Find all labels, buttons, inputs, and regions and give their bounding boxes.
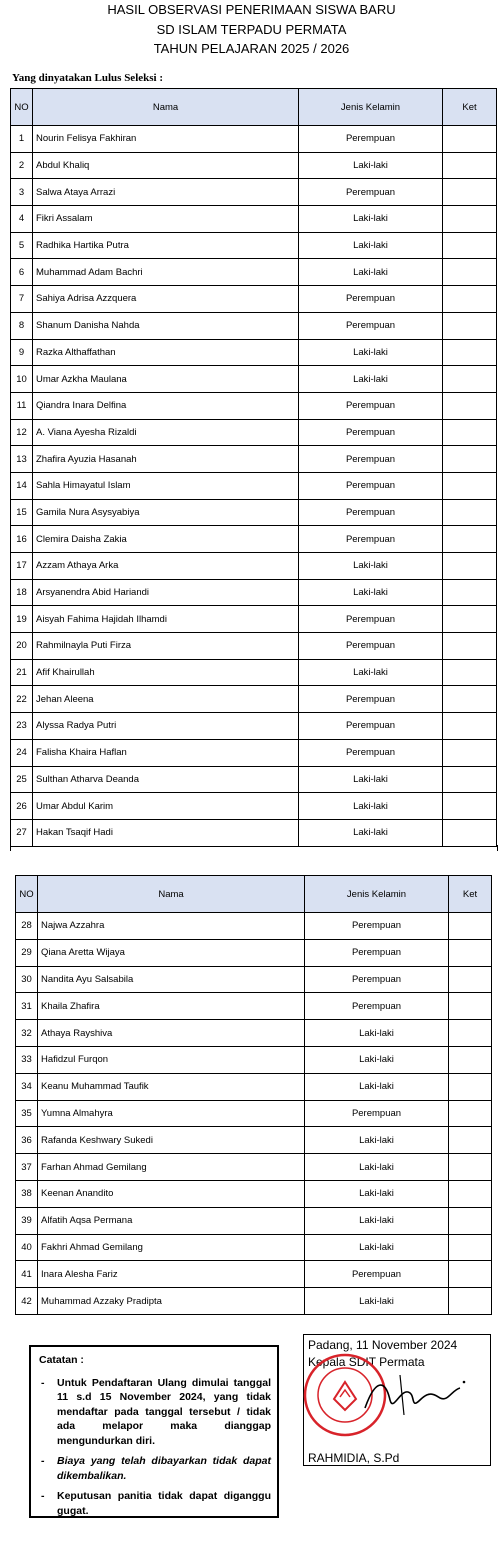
row-ket xyxy=(443,392,497,419)
row-gender: Laki-laki xyxy=(305,1127,449,1154)
row-name: Najwa Azzahra xyxy=(38,913,305,940)
row-name: Rahmilnayla Puti Firza xyxy=(33,633,299,660)
row-gender: Perempuan xyxy=(299,606,443,633)
row-gender: Laki-laki xyxy=(305,1046,449,1073)
row-ket xyxy=(449,1154,492,1181)
table-row xyxy=(16,966,492,993)
row-gender: Laki-laki xyxy=(299,339,443,366)
table-row xyxy=(16,1234,492,1261)
row-no: 14 xyxy=(11,472,33,499)
row-name: Athaya Rayshiva xyxy=(38,1020,305,1047)
row-name: Abdul Khaliq xyxy=(33,152,299,179)
row-no: 12 xyxy=(11,419,33,446)
table-row xyxy=(16,1073,492,1100)
row-name: Zhafira Ayuzia Hasanah xyxy=(33,446,299,473)
row-ket xyxy=(449,1020,492,1047)
row-gender: Laki-laki xyxy=(299,366,443,393)
row-gender: Laki-laki xyxy=(299,819,443,846)
row-no: 9 xyxy=(11,339,33,366)
col-header-no: NO xyxy=(11,89,33,126)
row-ket xyxy=(449,993,492,1020)
row-name: Farhan Ahmad Gemilang xyxy=(38,1154,305,1181)
student-table-2 xyxy=(15,875,492,1315)
table-row xyxy=(11,366,497,393)
signature-name: RAHMIDIA, S.Pd xyxy=(308,1451,400,1465)
row-ket xyxy=(443,633,497,660)
col-header-jenis-kelamin: Jenis Kelamin xyxy=(305,876,449,913)
table-row xyxy=(11,606,497,633)
row-no: 24 xyxy=(11,739,33,766)
row-ket xyxy=(443,553,497,580)
row-no: 35 xyxy=(16,1100,38,1127)
table-row xyxy=(11,579,497,606)
row-name: Alyssa Radya Putri xyxy=(33,713,299,740)
row-no: 40 xyxy=(16,1234,38,1261)
table-row xyxy=(11,633,497,660)
row-ket xyxy=(449,939,492,966)
row-ket xyxy=(443,446,497,473)
row-gender: Perempuan xyxy=(299,499,443,526)
row-name: Salwa Ataya Arrazi xyxy=(33,179,299,206)
table-row xyxy=(16,1180,492,1207)
row-no: 41 xyxy=(16,1261,38,1288)
row-no: 4 xyxy=(11,206,33,233)
row-name: Aisyah Fahima Hajidah Ilhamdi xyxy=(33,606,299,633)
row-gender: Perempuan xyxy=(299,312,443,339)
row-name: Keanu Muhammad Taufik xyxy=(38,1073,305,1100)
row-no: 5 xyxy=(11,232,33,259)
table-row xyxy=(11,152,497,179)
row-no: 1 xyxy=(11,126,33,153)
row-name: Fakhri Ahmad Gemilang xyxy=(38,1234,305,1261)
notes-box xyxy=(29,1345,279,1518)
row-ket xyxy=(443,206,497,233)
row-no: 10 xyxy=(11,366,33,393)
table-row xyxy=(11,259,497,286)
row-gender: Perempuan xyxy=(305,1261,449,1288)
table-row xyxy=(11,526,497,553)
table-row xyxy=(11,446,497,473)
row-ket xyxy=(443,312,497,339)
row-gender: Laki-laki xyxy=(299,659,443,686)
row-no: 15 xyxy=(11,499,33,526)
row-name: Jehan Aleena xyxy=(33,686,299,713)
row-gender: Perempuan xyxy=(299,472,443,499)
row-ket xyxy=(443,366,497,393)
row-no: 11 xyxy=(11,392,33,419)
row-ket xyxy=(449,1234,492,1261)
table-row xyxy=(11,206,497,233)
row-gender: Laki-laki xyxy=(305,1180,449,1207)
row-no: 39 xyxy=(16,1207,38,1234)
row-ket xyxy=(443,819,497,846)
table-row xyxy=(16,993,492,1020)
row-name: Rafanda Keshwary Sukedi xyxy=(38,1127,305,1154)
row-no: 22 xyxy=(11,686,33,713)
row-ket xyxy=(443,419,497,446)
row-gender: Laki-laki xyxy=(305,1288,449,1315)
row-name: Muhammad Azzaky Pradipta xyxy=(38,1288,305,1315)
note-item: - Untuk Pendaftaran Ulang dimulai tanggal 11 s.d 15 November 2024, yang tidak mendaftar pada tanggal tersebut / tidak ada melapor maka dianggap mengundurkan diri. xyxy=(39,1376,271,1449)
row-gender: Laki-laki xyxy=(305,1073,449,1100)
row-name: Sahla Himayatul Islam xyxy=(33,472,299,499)
row-name: Khaila Zhafira xyxy=(38,993,305,1020)
note-item: - Keputusan panitia tidak dapat diganggu gugat. xyxy=(39,1489,271,1518)
col-header-no: NO xyxy=(16,876,38,913)
table-row xyxy=(11,232,497,259)
table-row xyxy=(11,766,497,793)
row-name: Azzam Athaya Arka xyxy=(33,553,299,580)
table-row xyxy=(11,499,497,526)
row-gender: Perempuan xyxy=(305,966,449,993)
table-row xyxy=(16,1046,492,1073)
row-gender: Perempuan xyxy=(299,179,443,206)
row-name: Qiana Aretta Wijaya xyxy=(38,939,305,966)
row-no: 38 xyxy=(16,1180,38,1207)
notes-title: Catatan : xyxy=(39,1354,84,1366)
row-name: Shanum Danisha Nahda xyxy=(33,312,299,339)
row-name: Hafidzul Furqon xyxy=(38,1046,305,1073)
row-ket xyxy=(443,793,497,820)
table-row xyxy=(11,339,497,366)
row-ket xyxy=(443,126,497,153)
row-no: 7 xyxy=(11,286,33,313)
row-gender: Perempuan xyxy=(299,713,443,740)
row-ket xyxy=(449,913,492,940)
row-name: Alfatih Aqsa Permana xyxy=(38,1207,305,1234)
table-row xyxy=(16,939,492,966)
row-name: Hakan Tsaqif Hadi xyxy=(33,819,299,846)
row-ket xyxy=(449,1288,492,1315)
table-row xyxy=(11,392,497,419)
row-no: 25 xyxy=(11,766,33,793)
row-ket xyxy=(449,1127,492,1154)
row-name: Sulthan Atharva Deanda xyxy=(33,766,299,793)
table-row xyxy=(11,553,497,580)
row-name: Inara Alesha Fariz xyxy=(38,1261,305,1288)
row-name: Qiandra Inara Delfina xyxy=(33,392,299,419)
table-row xyxy=(16,1100,492,1127)
row-gender: Laki-laki xyxy=(299,553,443,580)
row-gender: Perempuan xyxy=(299,126,443,153)
row-name: Yumna Almahyra xyxy=(38,1100,305,1127)
row-name: Radhika Hartika Putra xyxy=(33,232,299,259)
row-name: Clemira Daisha Zakia xyxy=(33,526,299,553)
row-gender: Perempuan xyxy=(299,286,443,313)
table-row xyxy=(11,179,497,206)
row-no: 31 xyxy=(16,993,38,1020)
col-header-ket: Ket xyxy=(443,89,497,126)
row-ket xyxy=(443,739,497,766)
row-ket xyxy=(449,1100,492,1127)
row-gender: Perempuan xyxy=(299,419,443,446)
table-row xyxy=(11,472,497,499)
row-gender: Perempuan xyxy=(299,633,443,660)
row-name: Nourin Felisya Fakhiran xyxy=(33,126,299,153)
row-gender: Perempuan xyxy=(305,1100,449,1127)
table-row xyxy=(11,126,497,153)
row-ket xyxy=(443,686,497,713)
row-ket xyxy=(443,526,497,553)
row-ket xyxy=(443,232,497,259)
row-gender: Laki-laki xyxy=(299,259,443,286)
row-name: Nandita Ayu Salsabila xyxy=(38,966,305,993)
row-no: 6 xyxy=(11,259,33,286)
row-no: 34 xyxy=(16,1073,38,1100)
row-name: Keenan Anandito xyxy=(38,1180,305,1207)
row-no: 19 xyxy=(11,606,33,633)
row-name: Gamila Nura Asysyabiya xyxy=(33,499,299,526)
row-no: 29 xyxy=(16,939,38,966)
row-no: 20 xyxy=(11,633,33,660)
note-item: - Biaya yang telah dibayarkan tidak dapat dikembalikan. xyxy=(39,1454,271,1483)
row-gender: Perempuan xyxy=(299,446,443,473)
row-no: 18 xyxy=(11,579,33,606)
signature-role: Kepala SDIT Permata xyxy=(308,1355,425,1369)
row-gender: Perempuan xyxy=(299,686,443,713)
row-ket xyxy=(449,1180,492,1207)
row-ket xyxy=(443,286,497,313)
row-gender: Perempuan xyxy=(305,993,449,1020)
row-no: 3 xyxy=(11,179,33,206)
table-row xyxy=(16,1207,492,1234)
row-ket xyxy=(443,713,497,740)
row-no: 37 xyxy=(16,1154,38,1181)
section-subtitle: Yang dinyatakan Lulus Seleksi : xyxy=(12,72,163,84)
row-gender: Perempuan xyxy=(299,526,443,553)
row-gender: Perempuan xyxy=(299,739,443,766)
row-gender: Laki-laki xyxy=(305,1154,449,1181)
row-gender: Laki-laki xyxy=(305,1207,449,1234)
row-name: Muhammad Adam Bachri xyxy=(33,259,299,286)
student-table-1 xyxy=(10,88,497,847)
row-no: 36 xyxy=(16,1127,38,1154)
table-row xyxy=(11,739,497,766)
notes-list xyxy=(39,1376,271,1519)
doc-title-line1: HASIL OBSERVASI PENERIMAAN SISWA BARU xyxy=(107,2,396,17)
table-row xyxy=(11,312,497,339)
row-ket xyxy=(443,179,497,206)
row-no: 42 xyxy=(16,1288,38,1315)
row-gender: Perempuan xyxy=(299,392,443,419)
row-ket xyxy=(449,1261,492,1288)
table-row xyxy=(11,659,497,686)
row-gender: Laki-laki xyxy=(299,766,443,793)
table-row xyxy=(16,1154,492,1181)
table-row xyxy=(11,793,497,820)
row-ket xyxy=(449,1207,492,1234)
row-no: 16 xyxy=(11,526,33,553)
signature-scribble-icon xyxy=(360,1370,470,1420)
table-row xyxy=(16,1288,492,1315)
doc-title-line3: TAHUN PELAJARAN 2025 / 2026 xyxy=(153,41,350,56)
row-ket xyxy=(449,1073,492,1100)
row-no: 2 xyxy=(11,152,33,179)
row-no: 30 xyxy=(16,966,38,993)
table-row xyxy=(16,1020,492,1047)
signature-date: Padang, 11 November 2024 xyxy=(308,1338,458,1352)
row-ket xyxy=(443,659,497,686)
table-row xyxy=(16,1261,492,1288)
row-name: Falisha Khaira Haflan xyxy=(33,739,299,766)
table-row xyxy=(16,913,492,940)
row-no: 23 xyxy=(11,713,33,740)
row-ket xyxy=(443,579,497,606)
row-ket xyxy=(443,259,497,286)
row-ket xyxy=(449,966,492,993)
table-row xyxy=(11,713,497,740)
row-gender: Laki-laki xyxy=(299,793,443,820)
row-name: A. Viana Ayesha Rizaldi xyxy=(33,419,299,446)
row-gender: Laki-laki xyxy=(299,232,443,259)
row-ket xyxy=(443,606,497,633)
col-header-ket: Ket xyxy=(449,876,492,913)
row-gender: Laki-laki xyxy=(299,152,443,179)
row-no: 32 xyxy=(16,1020,38,1047)
row-no: 8 xyxy=(11,312,33,339)
row-no: 28 xyxy=(16,913,38,940)
row-gender: Perempuan xyxy=(305,913,449,940)
row-no: 17 xyxy=(11,553,33,580)
row-name: Razka Althaffathan xyxy=(33,339,299,366)
table-row xyxy=(11,819,497,846)
row-name: Umar Azkha Maulana xyxy=(33,366,299,393)
row-ket xyxy=(449,1046,492,1073)
row-gender: Laki-laki xyxy=(299,579,443,606)
row-gender: Laki-laki xyxy=(305,1234,449,1261)
col-header-nama: Nama xyxy=(33,89,299,126)
table-row xyxy=(16,1127,492,1154)
table-row xyxy=(11,686,497,713)
row-name: Fikri Assalam xyxy=(33,206,299,233)
row-ket xyxy=(443,472,497,499)
row-ket xyxy=(443,766,497,793)
doc-title-line2: SD ISLAM TERPADU PERMATA xyxy=(156,22,347,37)
row-name: Afif Khairullah xyxy=(33,659,299,686)
row-no: 33 xyxy=(16,1046,38,1073)
col-header-nama: Nama xyxy=(38,876,305,913)
row-no: 21 xyxy=(11,659,33,686)
row-name: Sahiya Adrisa Azzquera xyxy=(33,286,299,313)
table-1-continuation xyxy=(10,845,498,851)
row-ket xyxy=(443,499,497,526)
table-row xyxy=(11,419,497,446)
row-gender: Laki-laki xyxy=(305,1020,449,1047)
row-ket xyxy=(443,339,497,366)
row-ket xyxy=(443,152,497,179)
row-name: Umar Abdul Karim xyxy=(33,793,299,820)
row-gender: Perempuan xyxy=(305,939,449,966)
row-no: 27 xyxy=(11,819,33,846)
row-gender: Laki-laki xyxy=(299,206,443,233)
table-row xyxy=(11,286,497,313)
row-name: Arsyanendra Abid Hariandi xyxy=(33,579,299,606)
col-header-jenis-kelamin: Jenis Kelamin xyxy=(299,89,443,126)
row-no: 13 xyxy=(11,446,33,473)
row-no: 26 xyxy=(11,793,33,820)
